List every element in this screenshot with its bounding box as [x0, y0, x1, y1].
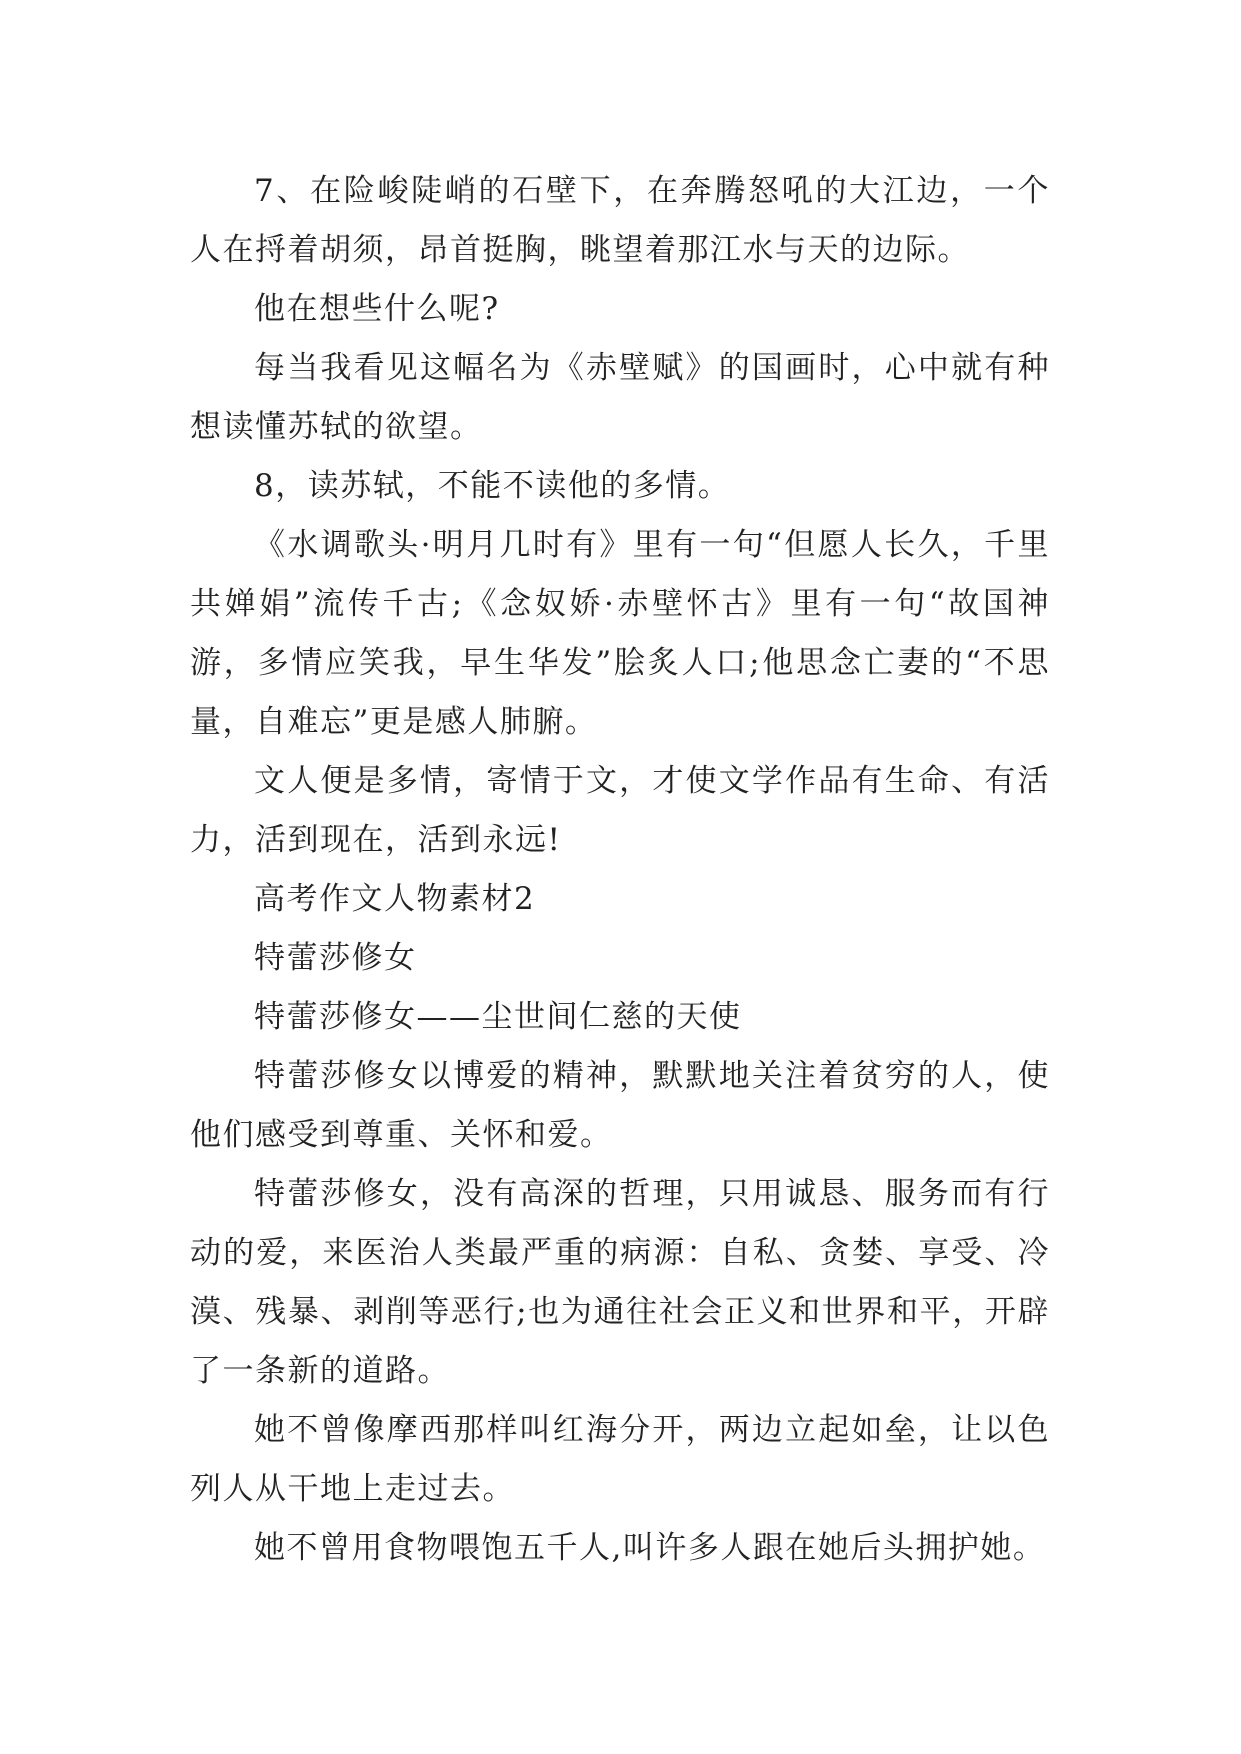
document-body [190, 162, 1050, 1578]
paragraph-1: 7、在险峻陡峭的石壁下，在奔腾怒吼的大江边，一个人在捋着胡须，昂首挺胸，眺望着那江水与天的边际。 [190, 173, 1050, 268]
paragraph-13: 她不曾用食物喂饱五千人,叫许多人跟在她后头拥护她。 [254, 1530, 1046, 1566]
person-subtitle: 特蕾莎修女——尘世间仁慈的天使 [254, 999, 742, 1035]
paragraph-2: 他在想些什么呢? [254, 291, 500, 327]
paragraph-3: 每当我看见这幅名为《赤壁赋》的国画时，心中就有种想读懂苏轼的欲望。 [190, 350, 1050, 445]
paragraph-4: 8，读苏轼，不能不读他的多情。 [254, 468, 731, 504]
paragraph-5: 《水调歌头·明月几时有》里有一句“但愿人长久，千里共婵娟”流传千古;《念奴娇·赤壁怀古》里有一句“故国神游，多情应笑我，早生华发”脍炙人口;他思念亡妻的“不思量，自难忘”更是感人肺腑。 [190, 527, 1050, 740]
person-name: 特蕾莎修女 [254, 940, 417, 976]
paragraph-11: 特蕾莎修女，没有高深的哲理，只用诚恳、服务而有行动的爱，来医治人类最严重的病源：自私、贪婪、享受、冷漠、残暴、剥削等恶行;也为通往社会正义和世界和平，开辟了一条新的道路。 [190, 1176, 1050, 1389]
section-title: 高考作文人物素材2 [254, 881, 536, 917]
paragraph-6: 文人便是多情，寄情于文，才使文学作品有生命、有活力，活到现在，活到永远! [190, 763, 1050, 858]
paragraph-12: 她不曾像摩西那样叫红海分开，两边立起如垒，让以色列人从干地上走过去。 [190, 1412, 1050, 1507]
paragraph-10: 特蕾莎修女以博爱的精神，默默地关注着贫穷的人，使他们感受到尊重、关怀和爱。 [190, 1058, 1050, 1153]
